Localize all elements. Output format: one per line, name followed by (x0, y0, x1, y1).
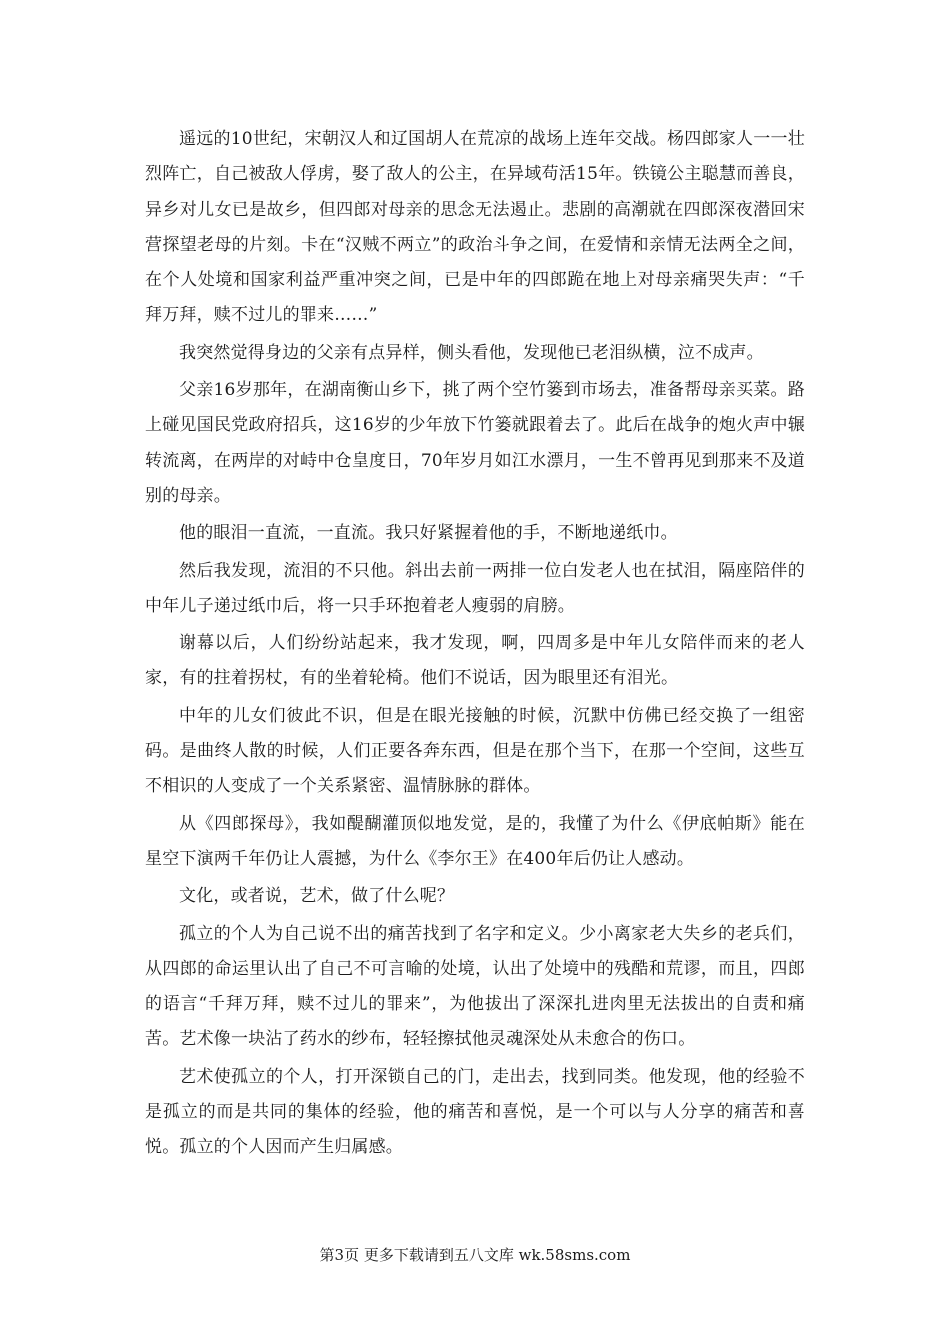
paragraph: 文化，或者说，艺术，做了什么呢？ (179, 886, 455, 907)
paragraph: 父亲16岁那年，在湖南衡山乡下，挑了两个空竹篓到市场去，准备帮母亲买菜。路上碰见国民党政府招兵，这16岁的少年放下竹篓就跟着去了。此后在战争的炮火声中辗转流离，在两岸的对峙中仓皇度日，70年岁月如江水漂月，一生不曾再见到那来不及道别的母亲。 (145, 380, 805, 506)
paragraph: 然后我发现，流泪的不只他。斜出去前一两排一位白发老人也在拭泪，隔座陪伴的中年儿子递过纸巾后，将一只手环抱着老人瘦弱的肩膀。 (145, 560, 805, 616)
article-body (145, 122, 805, 1168)
paragraph: 我突然觉得身边的父亲有点异样，侧头看他，发现他已老泪纵横，泣不成声。 (179, 342, 764, 363)
paragraph: 艺术使孤立的个人，打开深锁自己的门，走出去，找到同类。他发现，他的经验不是孤立的而是共同的集体的经验，他的痛苦和喜悦，是一个可以与人分享的痛苦和喜悦。孤立的个人因而产生归属感。 (145, 1066, 805, 1158)
page-footer: 第3页 更多下载请到五八文库 wk.58sms.com (319, 1246, 631, 1264)
paragraph: 孤立的个人为自己说不出的痛苦找到了名字和定义。少小离家老大失乡的老兵们，从四郎的命运里认出了自己不可言喻的处境，认出了处境中的残酷和荒谬，而且，四郎的语言“千拜万拜，赎不过儿的罪来”，为他拔出了深深扎进肉里无法拔出的自责和痛苦。艺术像一块沾了药水的纱布，轻轻擦拭他灵魂深处从未愈合的伤口。 (145, 923, 805, 1050)
paragraph: 遥远的10世纪，宋朝汉人和辽国胡人在荒凉的战场上连年交战。杨四郎家人一一壮烈阵亡，自己被敌人俘虏，娶了敌人的公主，在异域苟活15年。铁镜公主聪慧而善良，异乡对儿女已是故乡，但四郎对母亲的思念无法遏止。悲剧的高潮就在四郎深夜潜回宋营探望老母的片刻。卡在“汉贼不两立”的政治斗争之间，在爱情和亲情无法两全之间，在个人处境和国家利益严重冲突之间，已是中年的四郎跪在地上对母亲痛哭失声：“千拜万拜，赎不过儿的罪来……” (145, 129, 805, 326)
paragraph: 他的眼泪一直流，一直流。我只好紧握着他的手，不断地递纸巾。 (179, 523, 678, 544)
paragraph: 从《四郎探母》，我如醍醐灌顶似地发觉，是的，我懂了为什么《伊底帕斯》能在星空下演两千年仍让人震撼，为什么《李尔王》在400年后仍让人感动。 (145, 813, 805, 869)
paragraph: 谢幕以后，人们纷纷站起来，我才发现，啊，四周多是中年儿女陪伴而来的老人家，有的拄着拐杖，有的坐着轮椅。他们不说话，因为眼里还有泪光。 (145, 633, 805, 689)
paragraph: 中年的儿女们彼此不识，但是在眼光接触的时候，沉默中仿佛已经交换了一组密码。是曲终人散的时候，人们正要各奔东西，但是在那个当下，在那一个空间，这些互不相识的人变成了一个关系紧密、温情脉脉的群体。 (145, 705, 805, 797)
